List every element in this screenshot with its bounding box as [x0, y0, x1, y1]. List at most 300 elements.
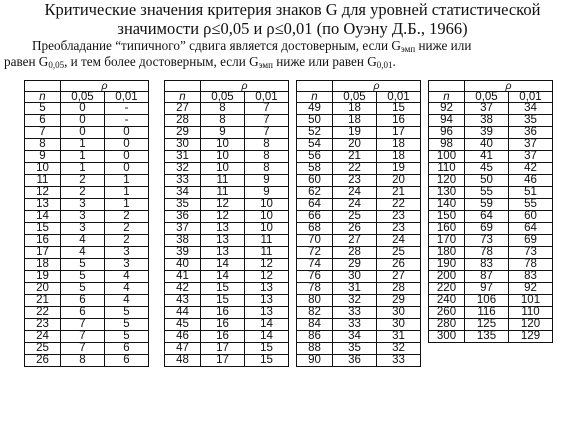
critical-001-cell: 15: [245, 355, 289, 367]
critical-005-cell: 78: [465, 247, 509, 259]
table-row: [297, 223, 421, 235]
table-row: [165, 103, 289, 115]
rho-header: ρ: [61, 81, 149, 92]
table-row: [429, 319, 553, 331]
significance-001-header: 0,01: [509, 92, 553, 103]
table-row: [165, 175, 289, 187]
n-value-cell: 10: [25, 163, 61, 175]
table-row: [429, 259, 553, 271]
critical-005-cell: 1: [61, 139, 105, 151]
n-value-cell: 21: [25, 295, 61, 307]
critical-001-cell: 9: [245, 187, 289, 199]
table-row: [297, 139, 421, 151]
n-value-cell: 94: [429, 115, 465, 127]
critical-001-cell: 3: [105, 247, 149, 259]
critical-001-cell: 23: [377, 223, 421, 235]
critical-001-cell: 78: [509, 259, 553, 271]
n-value-cell: 31: [165, 151, 201, 163]
table-row: [25, 307, 149, 319]
table-row: [25, 247, 149, 259]
critical-005-cell: 87: [465, 271, 509, 283]
critical-005-cell: 1: [61, 151, 105, 163]
n-value-cell: 25: [25, 343, 61, 355]
critical-001-cell: 22: [377, 199, 421, 211]
n-value-cell: 76: [297, 271, 333, 283]
n-value-cell: 17: [25, 247, 61, 259]
n-header: n: [25, 92, 61, 103]
critical-001-cell: -: [105, 115, 149, 127]
critical-005-cell: 32: [333, 295, 377, 307]
table-row: [297, 151, 421, 163]
critical-005-cell: 6: [61, 307, 105, 319]
critical-005-cell: 27: [333, 235, 377, 247]
table-row: [165, 271, 289, 283]
critical-005-cell: 10: [201, 151, 245, 163]
critical-005-cell: 30: [333, 271, 377, 283]
table-row: [429, 307, 553, 319]
critical-001-cell: 4: [105, 271, 149, 283]
n-value-cell: 50: [297, 115, 333, 127]
table-row: [297, 319, 421, 331]
table-row: [429, 211, 553, 223]
n-value-cell: 44: [165, 307, 201, 319]
table-row: [165, 187, 289, 199]
n-value-cell: 92: [429, 103, 465, 115]
n-value-cell: 72: [297, 247, 333, 259]
critical-005-cell: 6: [61, 295, 105, 307]
table-row: [297, 271, 421, 283]
table-row: [165, 235, 289, 247]
table-row: [429, 295, 553, 307]
table-row: [429, 247, 553, 259]
n-value-cell: 80: [297, 295, 333, 307]
n-header: n: [297, 92, 333, 103]
n-value-cell: 41: [165, 271, 201, 283]
table-row: [429, 127, 553, 139]
critical-005-cell: 20: [333, 139, 377, 151]
table-row: [165, 355, 289, 367]
critical-005-cell: 41: [465, 151, 509, 163]
critical-005-cell: 10: [201, 139, 245, 151]
n-value-cell: 82: [297, 307, 333, 319]
table-row: [429, 235, 553, 247]
n-value-cell: 150: [429, 211, 465, 223]
header-blank-cell: [429, 81, 465, 92]
critical-005-cell: 12: [201, 211, 245, 223]
table-row: [297, 127, 421, 139]
table-row: [165, 223, 289, 235]
critical-005-cell: 11: [201, 187, 245, 199]
critical-001-cell: 129: [509, 331, 553, 343]
critical-005-cell: 37: [465, 103, 509, 115]
critical-001-cell: 37: [509, 139, 553, 151]
critical-005-cell: 4: [61, 235, 105, 247]
table-row: [297, 115, 421, 127]
header-blank-cell: [297, 81, 333, 92]
critical-005-cell: 36: [333, 355, 377, 367]
table-row: [25, 319, 149, 331]
critical-001-cell: 10: [245, 199, 289, 211]
table-row: [165, 115, 289, 127]
table-row: [297, 283, 421, 295]
paragraph-line-2: равен $G_{0,05}$, и тем более достоверным, если $G_{эмп}$ ниже или равен $G_{0,01}$.: [4, 54, 396, 70]
critical-001-cell: 7: [245, 115, 289, 127]
critical-001-cell: 6: [105, 343, 149, 355]
critical-005-cell: 0: [61, 103, 105, 115]
critical-001-cell: 42: [509, 163, 553, 175]
table-row: [165, 163, 289, 175]
n-value-cell: 98: [429, 139, 465, 151]
n-value-cell: 45: [165, 319, 201, 331]
n-value-cell: 6: [25, 115, 61, 127]
critical-005-cell: 45: [465, 163, 509, 175]
critical-005-cell: 17: [201, 343, 245, 355]
n-value-cell: 28: [165, 115, 201, 127]
table-row: [297, 247, 421, 259]
critical-005-cell: 13: [201, 247, 245, 259]
significance-001-header: 0,01: [105, 92, 149, 103]
critical-005-cell: 97: [465, 283, 509, 295]
table-row: [297, 103, 421, 115]
critical-005-cell: 7: [61, 343, 105, 355]
critical-001-cell: 18: [377, 151, 421, 163]
critical-005-cell: 116: [465, 307, 509, 319]
table-subheader-row: [25, 92, 149, 103]
table-row: [25, 331, 149, 343]
critical-005-cell: 10: [201, 163, 245, 175]
n-value-cell: 86: [297, 331, 333, 343]
table-row: [25, 223, 149, 235]
n-value-cell: 43: [165, 295, 201, 307]
n-value-cell: 5: [25, 103, 61, 115]
critical-001-cell: 7: [245, 127, 289, 139]
table-row: [165, 151, 289, 163]
table-row: [25, 199, 149, 211]
n-value-cell: 47: [165, 343, 201, 355]
critical-001-cell: 2: [105, 223, 149, 235]
table-row: [25, 151, 149, 163]
n-value-cell: 90: [297, 355, 333, 367]
n-value-cell: 96: [429, 127, 465, 139]
critical-001-cell: 7: [245, 103, 289, 115]
critical-001-cell: 20: [377, 175, 421, 187]
critical-001-cell: 13: [245, 283, 289, 295]
n-value-cell: 19: [25, 271, 61, 283]
table-row: [297, 355, 421, 367]
critical-005-cell: 26: [333, 223, 377, 235]
critical-005-cell: 5: [61, 259, 105, 271]
rho-header: ρ: [201, 81, 289, 92]
n-value-cell: 26: [25, 355, 61, 367]
critical-005-cell: 59: [465, 199, 509, 211]
critical-005-cell: 15: [201, 283, 245, 295]
table-row: [25, 235, 149, 247]
table-row: [429, 199, 553, 211]
table-row: [297, 259, 421, 271]
critical-005-cell: 7: [61, 319, 105, 331]
n-value-cell: 40: [165, 259, 201, 271]
table-row: [429, 151, 553, 163]
table-row: [165, 319, 289, 331]
critical-001-cell: 29: [377, 295, 421, 307]
critical-005-cell: 5: [61, 283, 105, 295]
n-value-cell: 70: [297, 235, 333, 247]
rho-header: ρ: [465, 81, 553, 92]
table-row: [429, 223, 553, 235]
critical-001-cell: 25: [377, 247, 421, 259]
critical-005-cell: 16: [201, 307, 245, 319]
critical-001-cell: 0: [105, 139, 149, 151]
table-row: [429, 283, 553, 295]
critical-005-cell: 33: [333, 307, 377, 319]
n-value-cell: 62: [297, 187, 333, 199]
critical-001-cell: 73: [509, 247, 553, 259]
table-row: [165, 127, 289, 139]
critical-001-cell: 64: [509, 223, 553, 235]
critical-005-cell: 13: [201, 223, 245, 235]
critical-005-cell: 135: [465, 331, 509, 343]
critical-values-table-3: [296, 80, 421, 367]
n-value-cell: 22: [25, 307, 61, 319]
table-row: [429, 175, 553, 187]
critical-001-cell: 83: [509, 271, 553, 283]
critical-001-cell: 3: [105, 259, 149, 271]
critical-005-cell: 83: [465, 259, 509, 271]
title-line-2: значимости ρ≤0,05 и ρ≤0,01 (по Оуэну Д.Б., 1966): [117, 19, 468, 38]
critical-005-cell: 31: [333, 283, 377, 295]
critical-005-cell: 2: [61, 175, 105, 187]
critical-001-cell: 30: [377, 307, 421, 319]
critical-001-cell: 34: [509, 103, 553, 115]
critical-001-cell: 4: [105, 283, 149, 295]
n-value-cell: 7: [25, 127, 61, 139]
critical-005-cell: 17: [201, 355, 245, 367]
n-value-cell: 35: [165, 199, 201, 211]
n-value-cell: 27: [165, 103, 201, 115]
critical-001-cell: 14: [245, 331, 289, 343]
n-value-cell: 8: [25, 139, 61, 151]
n-value-cell: 32: [165, 163, 201, 175]
critical-001-cell: 51: [509, 187, 553, 199]
critical-005-cell: 73: [465, 235, 509, 247]
n-value-cell: 52: [297, 127, 333, 139]
table-row: [25, 343, 149, 355]
critical-001-cell: 32: [377, 343, 421, 355]
table-row: [25, 259, 149, 271]
critical-005-cell: 29: [333, 259, 377, 271]
n-value-cell: 130: [429, 187, 465, 199]
critical-001-cell: 2: [105, 235, 149, 247]
table-row: [297, 331, 421, 343]
critical-001-cell: 16: [377, 115, 421, 127]
critical-005-cell: 16: [201, 331, 245, 343]
critical-001-cell: 18: [377, 139, 421, 151]
table-header-row: [165, 81, 289, 92]
table-row: [297, 163, 421, 175]
table-header-row: [297, 81, 421, 92]
n-value-cell: 48: [165, 355, 201, 367]
critical-005-cell: 35: [333, 343, 377, 355]
critical-001-cell: 2: [105, 211, 149, 223]
critical-001-cell: 6: [105, 355, 149, 367]
table-row: [429, 331, 553, 343]
table-row: [165, 295, 289, 307]
n-value-cell: 140: [429, 199, 465, 211]
n-value-cell: 66: [297, 211, 333, 223]
table-row: [297, 307, 421, 319]
n-value-cell: 38: [165, 235, 201, 247]
n-value-cell: 56: [297, 151, 333, 163]
n-value-cell: 280: [429, 319, 465, 331]
critical-001-cell: 15: [245, 343, 289, 355]
table-row: [297, 295, 421, 307]
critical-005-cell: 23: [333, 175, 377, 187]
n-value-cell: 42: [165, 283, 201, 295]
n-value-cell: 12: [25, 187, 61, 199]
critical-001-cell: 11: [245, 235, 289, 247]
table-row: [165, 247, 289, 259]
critical-001-cell: 28: [377, 283, 421, 295]
critical-005-cell: 40: [465, 139, 509, 151]
table-row: [165, 307, 289, 319]
n-value-cell: 13: [25, 199, 61, 211]
critical-001-cell: 10: [245, 223, 289, 235]
n-value-cell: 120: [429, 175, 465, 187]
critical-005-cell: 14: [201, 271, 245, 283]
critical-001-cell: 12: [245, 259, 289, 271]
n-value-cell: 15: [25, 223, 61, 235]
n-value-cell: 84: [297, 319, 333, 331]
critical-005-cell: 18: [333, 115, 377, 127]
critical-005-cell: 34: [333, 331, 377, 343]
table-subheader-row: [429, 92, 553, 103]
critical-005-cell: 15: [201, 295, 245, 307]
explanation-paragraph: [4, 38, 584, 70]
critical-005-cell: 39: [465, 127, 509, 139]
critical-001-cell: 120: [509, 319, 553, 331]
table-row: [25, 271, 149, 283]
critical-005-cell: 4: [61, 247, 105, 259]
critical-001-cell: 1: [105, 199, 149, 211]
critical-values-table-4: [428, 80, 553, 343]
critical-001-cell: 1: [105, 187, 149, 199]
critical-005-cell: 22: [333, 163, 377, 175]
n-header: n: [165, 92, 201, 103]
critical-001-cell: 0: [105, 163, 149, 175]
n-value-cell: 16: [25, 235, 61, 247]
critical-005-cell: 18: [333, 103, 377, 115]
page-title: [0, 0, 585, 38]
table-subheader-row: [297, 92, 421, 103]
critical-005-cell: 19: [333, 127, 377, 139]
critical-001-cell: 5: [105, 331, 149, 343]
critical-005-cell: 0: [61, 127, 105, 139]
critical-001-cell: 92: [509, 283, 553, 295]
table-header-row: [25, 81, 149, 92]
critical-005-cell: 12: [201, 199, 245, 211]
table-row: [165, 211, 289, 223]
critical-005-cell: 11: [201, 175, 245, 187]
header-blank-cell: [25, 81, 61, 92]
critical-001-cell: 11: [245, 247, 289, 259]
n-value-cell: 39: [165, 247, 201, 259]
critical-001-cell: 110: [509, 307, 553, 319]
table-subheader-row: [165, 92, 289, 103]
critical-001-cell: 10: [245, 211, 289, 223]
table-row: [165, 139, 289, 151]
n-value-cell: 29: [165, 127, 201, 139]
critical-005-cell: 125: [465, 319, 509, 331]
table-row: [25, 115, 149, 127]
critical-001-cell: 8: [245, 139, 289, 151]
critical-001-cell: 23: [377, 211, 421, 223]
n-value-cell: 100: [429, 151, 465, 163]
critical-005-cell: 24: [333, 199, 377, 211]
n-value-cell: 37: [165, 223, 201, 235]
significance-005-header: 0,05: [465, 92, 509, 103]
table-row: [429, 103, 553, 115]
critical-005-cell: 0: [61, 115, 105, 127]
critical-001-cell: -: [105, 103, 149, 115]
critical-005-cell: 14: [201, 259, 245, 271]
n-value-cell: 11: [25, 175, 61, 187]
table-row: [165, 259, 289, 271]
n-value-cell: 49: [297, 103, 333, 115]
n-value-cell: 60: [297, 175, 333, 187]
critical-001-cell: 27: [377, 271, 421, 283]
critical-001-cell: 37: [509, 151, 553, 163]
critical-005-cell: 5: [61, 271, 105, 283]
critical-001-cell: 21: [377, 187, 421, 199]
n-value-cell: 88: [297, 343, 333, 355]
n-value-cell: 200: [429, 271, 465, 283]
critical-005-cell: 106: [465, 295, 509, 307]
critical-values-table-2: [164, 80, 289, 367]
table-row: [297, 199, 421, 211]
critical-001-cell: 35: [509, 115, 553, 127]
critical-001-cell: 13: [245, 307, 289, 319]
critical-005-cell: 8: [201, 115, 245, 127]
n-value-cell: 260: [429, 307, 465, 319]
critical-001-cell: 46: [509, 175, 553, 187]
critical-001-cell: 15: [377, 103, 421, 115]
critical-005-cell: 3: [61, 223, 105, 235]
table-row: [429, 187, 553, 199]
critical-001-cell: 30: [377, 319, 421, 331]
table-row: [429, 115, 553, 127]
title-line-1: Критические значения критерия знаков G для уровней статистической: [44, 0, 541, 19]
table-row: [25, 103, 149, 115]
n-value-cell: 24: [25, 331, 61, 343]
significance-001-header: 0,01: [377, 92, 421, 103]
critical-005-cell: 64: [465, 211, 509, 223]
n-value-cell: 190: [429, 259, 465, 271]
table-row: [25, 139, 149, 151]
critical-005-cell: 21: [333, 151, 377, 163]
n-value-cell: 30: [165, 139, 201, 151]
table-row: [25, 175, 149, 187]
critical-005-cell: 13: [201, 235, 245, 247]
n-value-cell: 34: [165, 187, 201, 199]
n-value-cell: 74: [297, 259, 333, 271]
table-row: [429, 139, 553, 151]
critical-001-cell: 8: [245, 163, 289, 175]
n-value-cell: 64: [297, 199, 333, 211]
critical-001-cell: 0: [105, 127, 149, 139]
n-value-cell: 58: [297, 163, 333, 175]
paragraph-line-1: Преобладание “типичного” сдвига является достоверным, если $G_{эмп}$ ниже или: [32, 38, 472, 54]
critical-005-cell: 25: [333, 211, 377, 223]
